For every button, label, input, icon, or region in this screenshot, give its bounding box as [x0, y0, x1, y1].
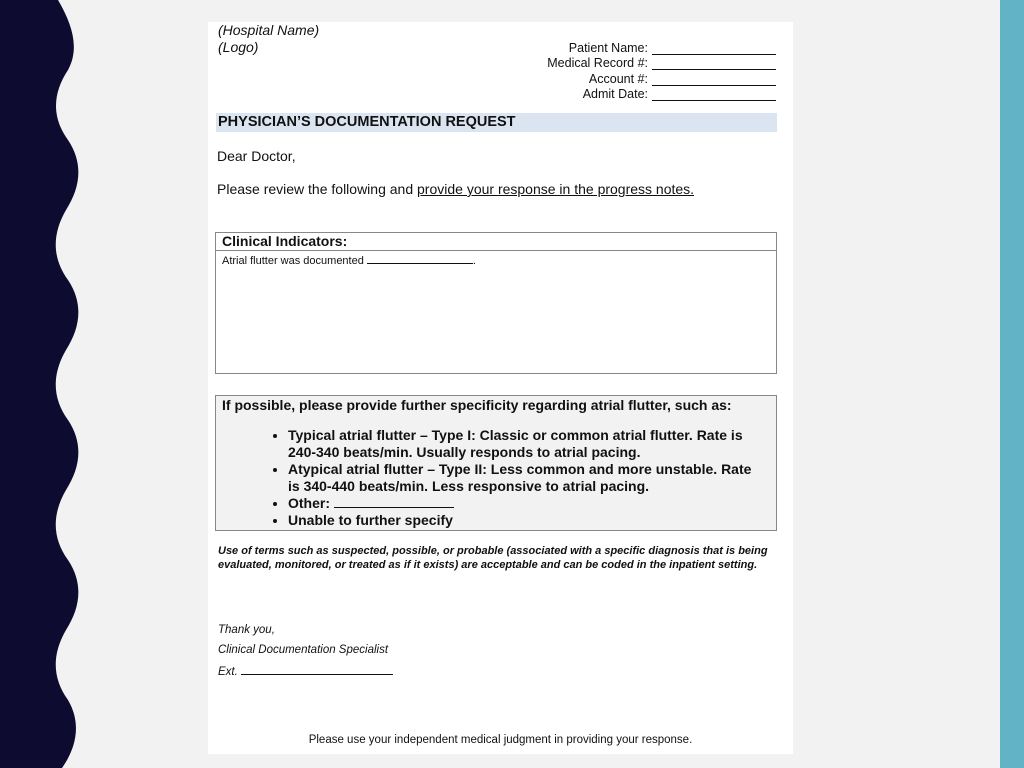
medical-record-field[interactable]: [652, 58, 776, 70]
field-label: Medical Record #:: [547, 56, 648, 70]
coding-note: Use of terms such as suspected, possible, or probable (associated with a specific diagnosis that is being evaluated, monitored, or treated as if it exists) are acceptable and can be coded in the inpatient setting.: [218, 545, 768, 571]
option-other-label: Other:: [288, 495, 330, 511]
document-page: [208, 22, 793, 754]
account-field[interactable]: [652, 74, 776, 86]
signature-thanks: Thank you,: [218, 624, 275, 636]
signature-ext-label: Ext.: [218, 666, 238, 678]
specificity-options: [216, 427, 776, 529]
patient-name-field[interactable]: [652, 43, 776, 55]
specificity-box: [215, 395, 777, 531]
left-wave-border: [0, 0, 80, 768]
clinical-indicators-body: [216, 251, 776, 269]
admit-date-field[interactable]: [652, 89, 776, 101]
title-text: PHYSICIAN’S DOCUMENTATION REQUEST: [218, 114, 516, 130]
clinical-indicator-suffix: .: [472, 255, 476, 267]
page-title: [216, 113, 777, 132]
ext-field[interactable]: [241, 664, 393, 675]
logo-placeholder: (Logo): [218, 39, 259, 55]
right-accent-bar: [1000, 0, 1024, 768]
field-row-patient-name: [476, 39, 776, 55]
signature-role: Clinical Documentation Specialist: [218, 644, 389, 656]
field-label: Admit Date:: [582, 87, 648, 101]
clinical-indicators-box: [215, 232, 777, 374]
hospital-header: [218, 22, 319, 56]
option-typical-flutter[interactable]: • Typical atrial flutter – Type I: Classic or common atrial flutter. Rate is 240-340 beats/min. Usually responds to atrial pacing.: [288, 427, 776, 461]
greeting: Dear Doctor,: [217, 148, 296, 164]
patient-fields: [476, 39, 776, 101]
option-unable-to-specify[interactable]: • Unable to further specify: [288, 512, 776, 529]
option-atypical-flutter[interactable]: • Atypical atrial flutter – Type II: Less common and more unstable. Rate is 340-440 beats/min. Less responsive to atrial pacing.: [288, 461, 776, 495]
field-row-medical-record: [476, 55, 776, 71]
signature-ext-row: [218, 664, 393, 678]
clinical-indicator-blank[interactable]: [367, 253, 473, 264]
field-row-account: [476, 70, 776, 86]
review-instruction: [217, 181, 694, 197]
field-label: Patient Name:: [568, 40, 648, 55]
review-underlined: provide your response in the progress notes.: [417, 181, 695, 197]
other-blank[interactable]: [334, 497, 454, 508]
review-prefix: Please review the following and: [217, 181, 418, 197]
footer-note: Please use your independent medical judgment in providing your response.: [308, 734, 693, 746]
clinical-indicators-heading: Clinical Indicators:: [216, 233, 776, 251]
field-label: Account #:: [588, 71, 648, 86]
specificity-heading: If possible, please provide further specificity regarding atrial flutter, such as:: [222, 397, 732, 413]
clinical-indicator-text: Atrial flutter was documented: [222, 255, 364, 267]
option-other[interactable]: [288, 495, 776, 512]
field-row-admit-date: [476, 86, 776, 102]
hospital-name: (Hospital Name): [218, 22, 320, 38]
